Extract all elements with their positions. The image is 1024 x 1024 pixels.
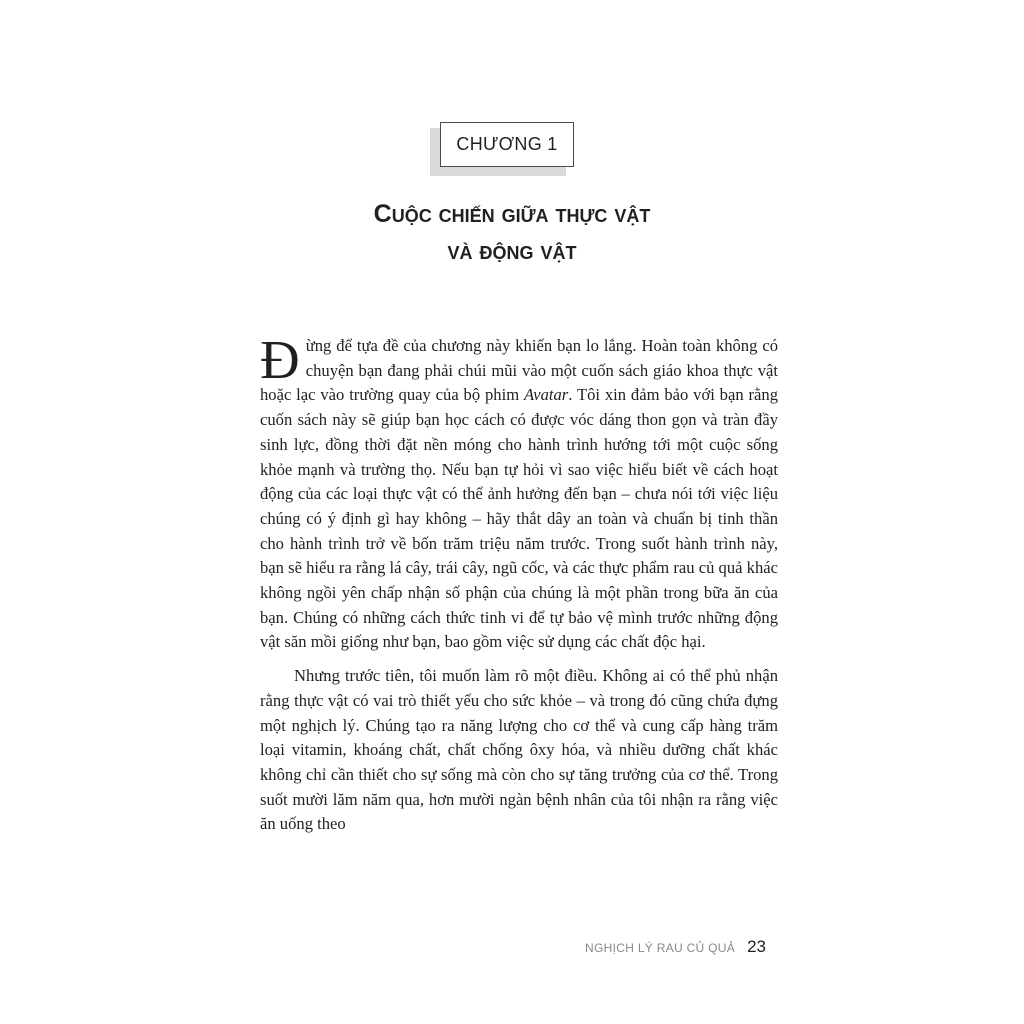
drop-cap: Đ [260,329,300,390]
paragraph-1-italic: Avatar [523,385,569,405]
page-number: 23 [747,937,766,956]
chapter-title [260,196,764,270]
paragraph-1 [260,329,778,655]
paragraph-1-text-b: . Tôi xin đảm bảo với bạn rằng cuốn sách này sẽ giúp bạn học cách có được vóc dáng thon gọn và tràn đầy sinh lực, đồng thời đặt nền móng cho hành trình hướng tới một cuộc sống khỏe mạnh và trường thọ. Nếu bạn tự hỏi vì sao việc hiểu biết về cách hoạt động của các loại thực vật có thể ảnh hưởng đến bạn – chưa nói tới việc liệu chúng có ý định gì hay không – hãy thắt dây an toàn và chuẩn bị tinh thần cho hành trình trở về bốn trăm triệu năm trước. Trong suốt hành trình này, bạn sẽ hiểu ra rằng lá cây, trái cây, ngũ cốc, và các thực phẩm rau củ quả khác không ngồi yên chấp nhận số phận của chúng là một phần trong bữa ăn của bạn. Chúng có những cách thức tinh vi để tự bảo vệ mình trước những động vật săn mồi giống như bạn, bao gồm việc sử dụng các chất độc hại. [260,385,778,652]
body-text [260,329,778,837]
chapter-title-line-1: Cuộc chiến giữa thực vật [373,200,651,228]
chapter-label: CHƯƠNG 1 [440,122,574,167]
chapter-title-line-2: và động vật [447,237,577,265]
paragraph-2: Nhưng trước tiên, tôi muốn làm rõ một điều. Không ai có thể phủ nhận rằng thực vật có vai trò thiết yếu cho sức khỏe – và trong đó cũng chứa đựng một nghịch lý. Chúng tạo ra năng lượng cho cơ thể và cung cấp hàng trăm loại vitamin, khoáng chất, chất chống ôxy hóa, và nhiều dưỡng chất khác không chỉ cần thiết cho sự sống mà còn cho sự tăng trưởng của cơ thể. Trong suốt mười lăm năm qua, hơn mười ngàn bệnh nhân của tôi nhận ra rằng việc ăn uống theo [260,666,778,834]
page-footer [585,937,766,957]
paragraph-1-text-a: ừng để tựa đề của chương này khiến bạn lo lắng. Hoàn toàn không có chuyện bạn đang phải chúi mũi vào một cuốn sách giáo khoa thực vật hoặc lạc vào trường quay của bộ phim [260,336,778,405]
running-title: NGHỊCH LÝ RAU CỦ QUẢ [585,941,736,955]
